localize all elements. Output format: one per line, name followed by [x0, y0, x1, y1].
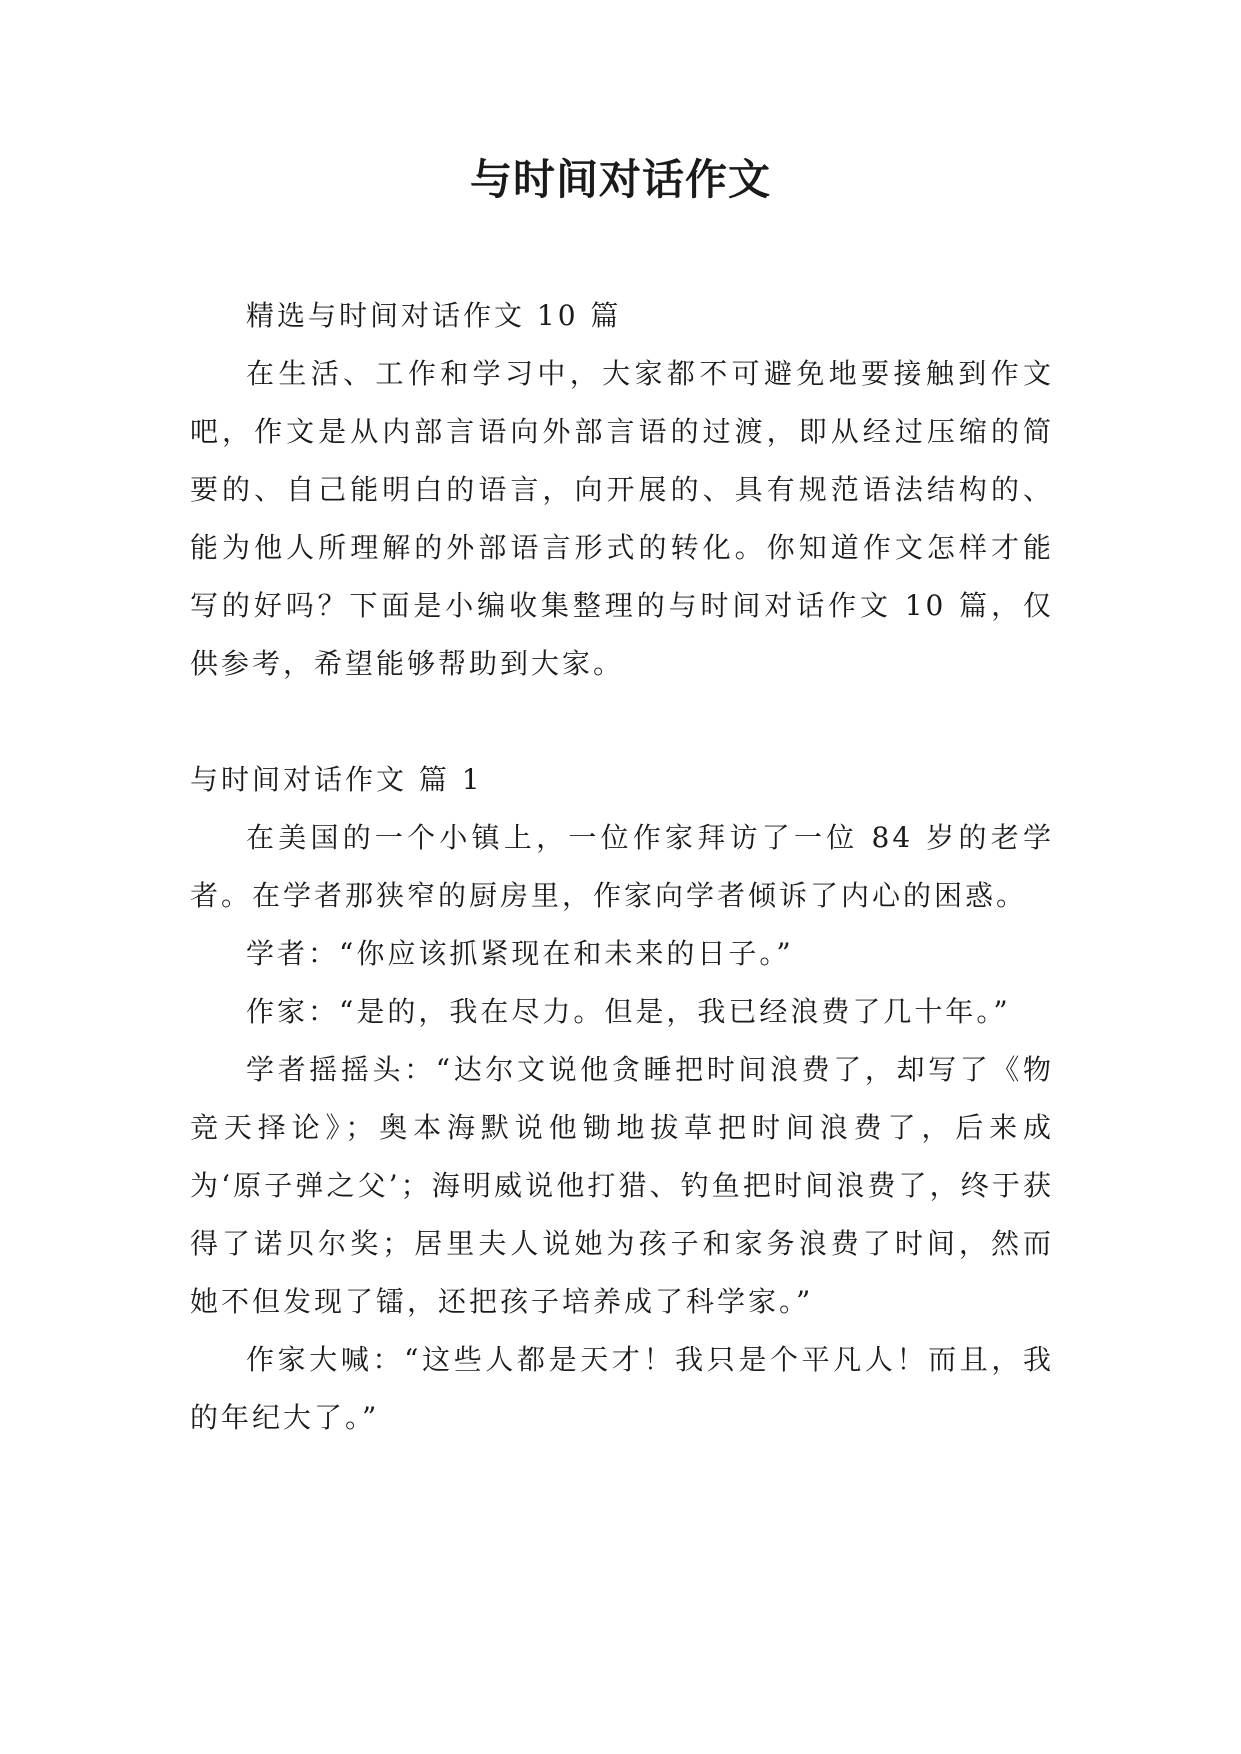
document-title: 与时间对话作文 [469, 155, 771, 204]
section-heading: 与时间对话作文 篇 1 [190, 763, 483, 796]
intro-subtitle: 精选与时间对话作文 10 篇 [246, 299, 622, 332]
section-paragraph: 在美国的一个小镇上，一位作家拜访了一位 84 岁的老学者。在学者那狭窄的厨房里，作家向学者倾诉了内心的困惑。 [190, 821, 1054, 912]
section-paragraph: 作家大喊：“这些人都是天才！我只是个平凡人！而且，我的年纪大了。” [190, 1343, 1054, 1434]
intro-paragraph: 在生活、工作和学习中，大家都不可避免地要接触到作文吧，作文是从内部言语向外部言语的过渡，即从经过压缩的简要的、自己能明白的语言，向开展的、具有规范语法结构的、能为他人所理解的外部语言形式的转化。你知道作文怎样才能写的好吗？下面是小编收集整理的与时间对话作文 10 篇，仅供参考，希望能够帮助到大家。 [190, 357, 1054, 680]
section-paragraph: 学者摇摇头：“达尔文说他贪睡把时间浪费了，却写了《物竞天择论》；奥本海默说他锄地拔草把时间浪费了，后来成为‘原子弹之父’；海明威说他打猎、钓鱼把时间浪费了，终于获得了诺贝尔奖；居里夫人说她为孩子和家务浪费了时间，然而她不但发现了镭，还把孩子培养成了科学家。” [190, 1053, 1054, 1318]
document-body [190, 287, 1054, 1447]
section-paragraph: 作家：“是的，我在尽力。但是，我已经浪费了几十年。” [246, 995, 1011, 1028]
section-paragraph: 学者：“你应该抓紧现在和未来的日子。” [246, 937, 794, 970]
